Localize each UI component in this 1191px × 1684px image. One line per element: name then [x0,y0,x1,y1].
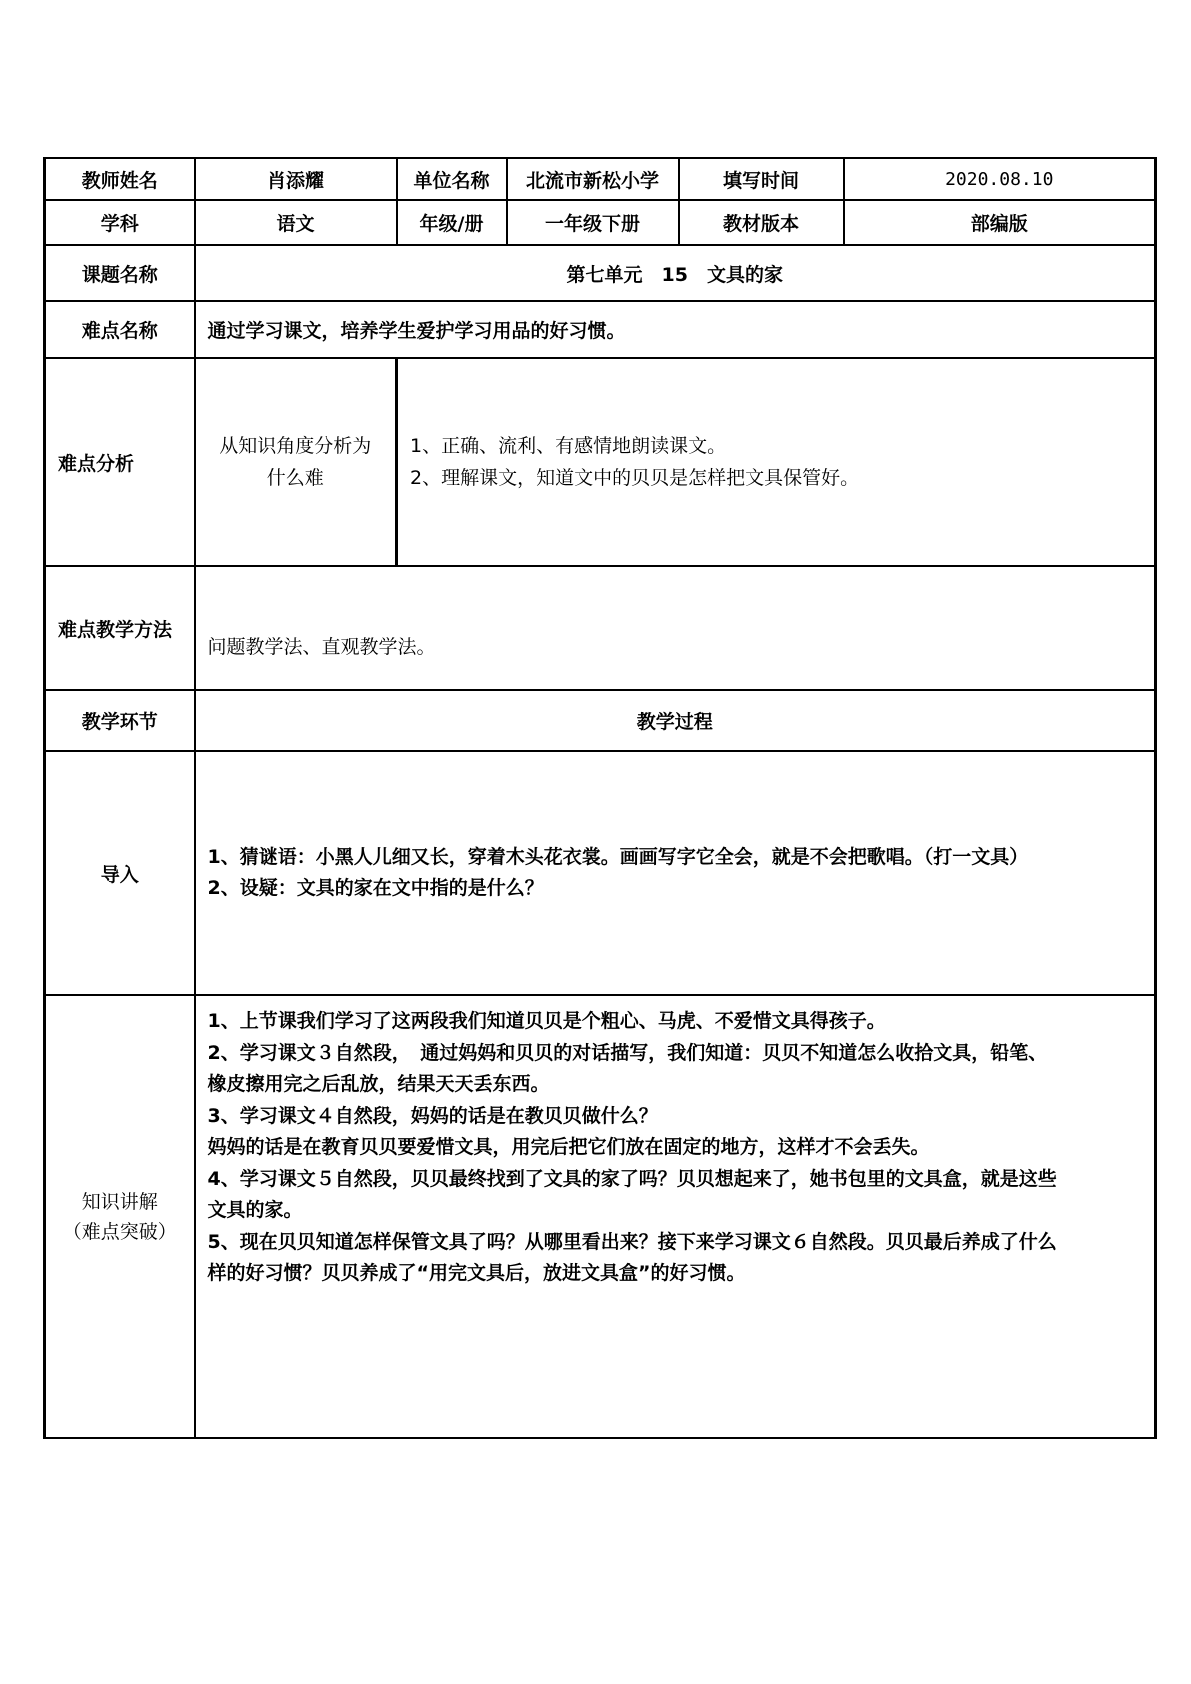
intro-label: 导入 [45,751,195,995]
teacher-label: 教师姓名 [45,158,195,200]
header-row-1 [45,158,1156,200]
stage-label: 教学环节 [45,690,195,751]
unit-value: 北流市新松小学 [507,158,679,200]
difficulty-value: 通过学习课文，培养学生爱护学习用品的好习惯。 [195,301,1156,358]
process-header-row [45,690,1156,751]
method-row [45,566,1156,690]
unit-label: 单位名称 [397,158,507,200]
intro-line-2: 2、设疑：文具的家在文中指的是什么？ [207,877,544,899]
knowledge-content [195,995,1156,1438]
edition-value: 部编版 [844,200,1156,245]
edition-label: 教材版本 [679,200,844,245]
topic-value: 第七单元 15 文具的家 [195,245,1156,301]
difficulty-label: 难点名称 [45,301,195,358]
lesson-plan-table [43,157,1157,1439]
knowledge-line-4: 3、学习课文４自然段，妈妈的话是在教贝贝做什么？ [207,1104,658,1127]
date-label: 填写时间 [679,158,844,200]
subject-label: 学科 [45,200,195,245]
analysis-label: 难点分析 [45,358,195,566]
intro-row [45,751,1156,995]
topic-row [45,245,1156,301]
knowledge-row [45,995,1156,1438]
analysis-content [397,358,1156,566]
intro-line-1: 1、猜谜语：小黑人儿细又长，穿着木头花衣裳。画画写字它全会，就是不会把歌唱。（打一文具） [207,845,1029,868]
teacher-value: 肖添耀 [195,158,397,200]
analysis-line-1: 1、正确、流利、有感情地朗读课文。 [410,435,727,457]
knowledge-line-9: 样的好习惯？贝贝养成了“用完文具后，放进文具盒”的好习惯。 [207,1262,746,1284]
date-value: 2020.08.10 [844,158,1156,200]
difficulty-row [45,301,1156,358]
knowledge-label-line2: （难点突破） [62,1220,177,1243]
knowledge-line-2: 2、学习课文３自然段， 通过妈妈和贝贝的对话描写，我们知道：贝贝不知道怎么收拾文具，铅笔、 [207,1041,1048,1064]
intro-content [195,751,1156,995]
knowledge-line-1: 1、上节课我们学习了这两段我们知道贝贝是个粗心、马虎、不爱惜文具得孩子。 [207,1010,886,1032]
subject-value: 语文 [195,200,397,245]
method-value: 问题教学法、直观教学法。 [195,566,1156,690]
analysis-sublabel [195,358,397,566]
knowledge-line-5: 妈妈的话是在教育贝贝要爱惜文具，用完后把它们放在固定的地方，这样才不会丢失。 [207,1136,930,1158]
knowledge-label-line1: 知识讲解 [81,1190,158,1213]
knowledge-line-8: 5、现在贝贝知道怎样保管文具了吗？从哪里看出来？接下来学习课文６自然段。贝贝最后养成了什么 [207,1230,1057,1253]
analysis-line-2: 2、理解课文，知道文中的贝贝是怎样把文具保管好。 [410,467,860,489]
grade-value: 一年级下册 [507,200,679,245]
analysis-row [45,358,1156,566]
analysis-sublabel-line2: 什么难 [266,467,324,489]
knowledge-line-7: 文具的家。 [207,1199,303,1221]
topic-label: 课题名称 [45,245,195,301]
knowledge-line-6: 4、学习课文５自然段，贝贝最终找到了文具的家了吗？贝贝想起来了，她书包里的文具盒，就是这些 [207,1167,1057,1190]
header-row-2 [45,200,1156,245]
method-label: 难点教学方法 [45,566,195,690]
grade-label: 年级/册 [397,200,507,245]
analysis-sublabel-line1: 从知识角度分析为 [219,435,372,457]
process-label: 教学过程 [195,690,1156,751]
knowledge-label [45,995,195,1438]
knowledge-line-3: 橡皮擦用完之后乱放，结果天天丢东西。 [207,1073,550,1095]
